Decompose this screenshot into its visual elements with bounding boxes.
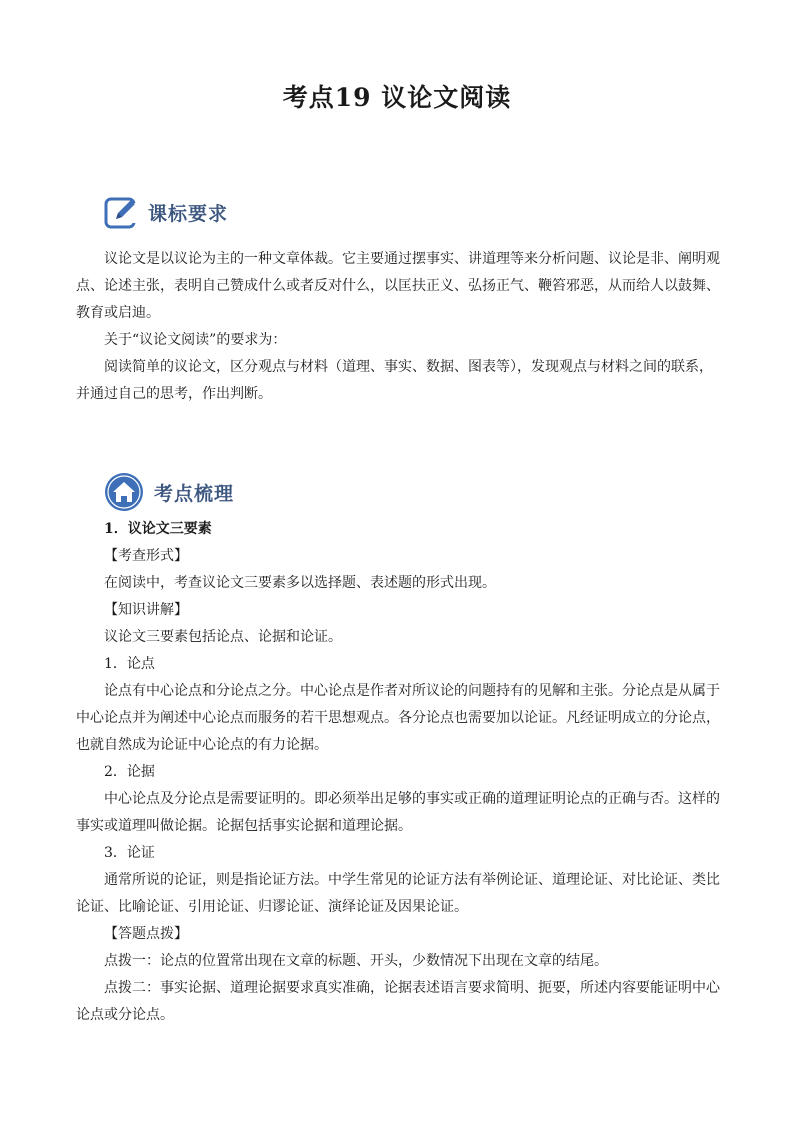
text-line: 在阅读中，考查议论文三要素多以选择题、表述题的形式出现。 — [104, 575, 496, 591]
text-line: 阅读简单的议论文，区分观点与材料（道理、事实、数据、图表等），发现观点与材料之间的联系， — [104, 359, 713, 375]
text-line: 1．论点 — [104, 656, 155, 672]
section-heading-review — [104, 472, 234, 512]
text-line: 通常所说的论证，则是指论证方法。中学生常见的论证方法有举例论证、道理论证、对比论证、类比 — [104, 872, 720, 888]
section2-body — [76, 516, 718, 1029]
text-line: 3．论证 — [104, 845, 155, 861]
text-line: 议论文三要素包括论点、论据和论证。 — [104, 629, 342, 645]
text-line: 中心论点并为阐述中心论点而服务的若干思想观点。各分论点也需要加以论证。凡经证明成立的分论点， — [76, 710, 720, 726]
text-line: 点拨二：事实论据、道理论据要求真实准确，论据表述语言要求简明、扼要，所述内容要能证明中心 — [104, 980, 720, 996]
text-line: 论点有中心论点和分论点之分。中心论点是作者对所议论的问题持有的见解和主张。分论点是从属于 — [104, 683, 720, 699]
text-line: 论点或分论点。 — [76, 1007, 174, 1023]
section-heading-label: 课标要求 — [148, 202, 229, 225]
text-line: 点拨一：论点的位置常出现在文章的标题、开头，少数情况下出现在文章的结尾。 — [104, 953, 608, 969]
text-line: 【考查形式】 — [104, 548, 188, 564]
text-line: 【答题点拨】 — [104, 926, 188, 942]
section-heading-label: 考点梳理 — [154, 482, 235, 505]
text-line: 2．论据 — [104, 764, 155, 780]
text-line: 并通过自己的思考，作出判断。 — [76, 386, 272, 402]
text-line: 也就自然成为论证中心论点的有力论据。 — [76, 737, 328, 753]
subheading-three-elements: 1．议论文三要素 — [104, 521, 212, 537]
text-line: 议论文是以议论为主的一种文章体裁。它主要通过摆事实、讲道理等来分析问题、议论是非、阐明观 — [104, 251, 720, 267]
text-line: 【知识讲解】 — [104, 602, 188, 618]
text-line: 点、论述主张，表明自己赞成什么或者反对什么，以匡扶正义、弘扬正气、鞭笞邪恶，从而给人以鼓舞、 — [76, 278, 720, 294]
home-icon — [104, 472, 144, 512]
section-heading-curriculum — [104, 192, 228, 232]
text-line: 关于“议论文阅读”的要求为： — [104, 332, 287, 348]
text-line: 论证、比喻论证、引用论证、归谬论证、演绎论证及因果论证。 — [76, 899, 468, 915]
page-title: 考点19 议论文阅读 — [282, 83, 512, 112]
section1-body — [76, 246, 718, 408]
text-line: 教育或启迪。 — [76, 305, 160, 321]
text-line: 事实或道理叫做论据。论据包括事实论据和道理论据。 — [76, 818, 412, 834]
text-line: 中心论点及分论点是需要证明的。即必须举出足够的事实或正确的道理证明论点的正确与否。这样的 — [104, 791, 720, 807]
edit-icon — [104, 195, 138, 229]
